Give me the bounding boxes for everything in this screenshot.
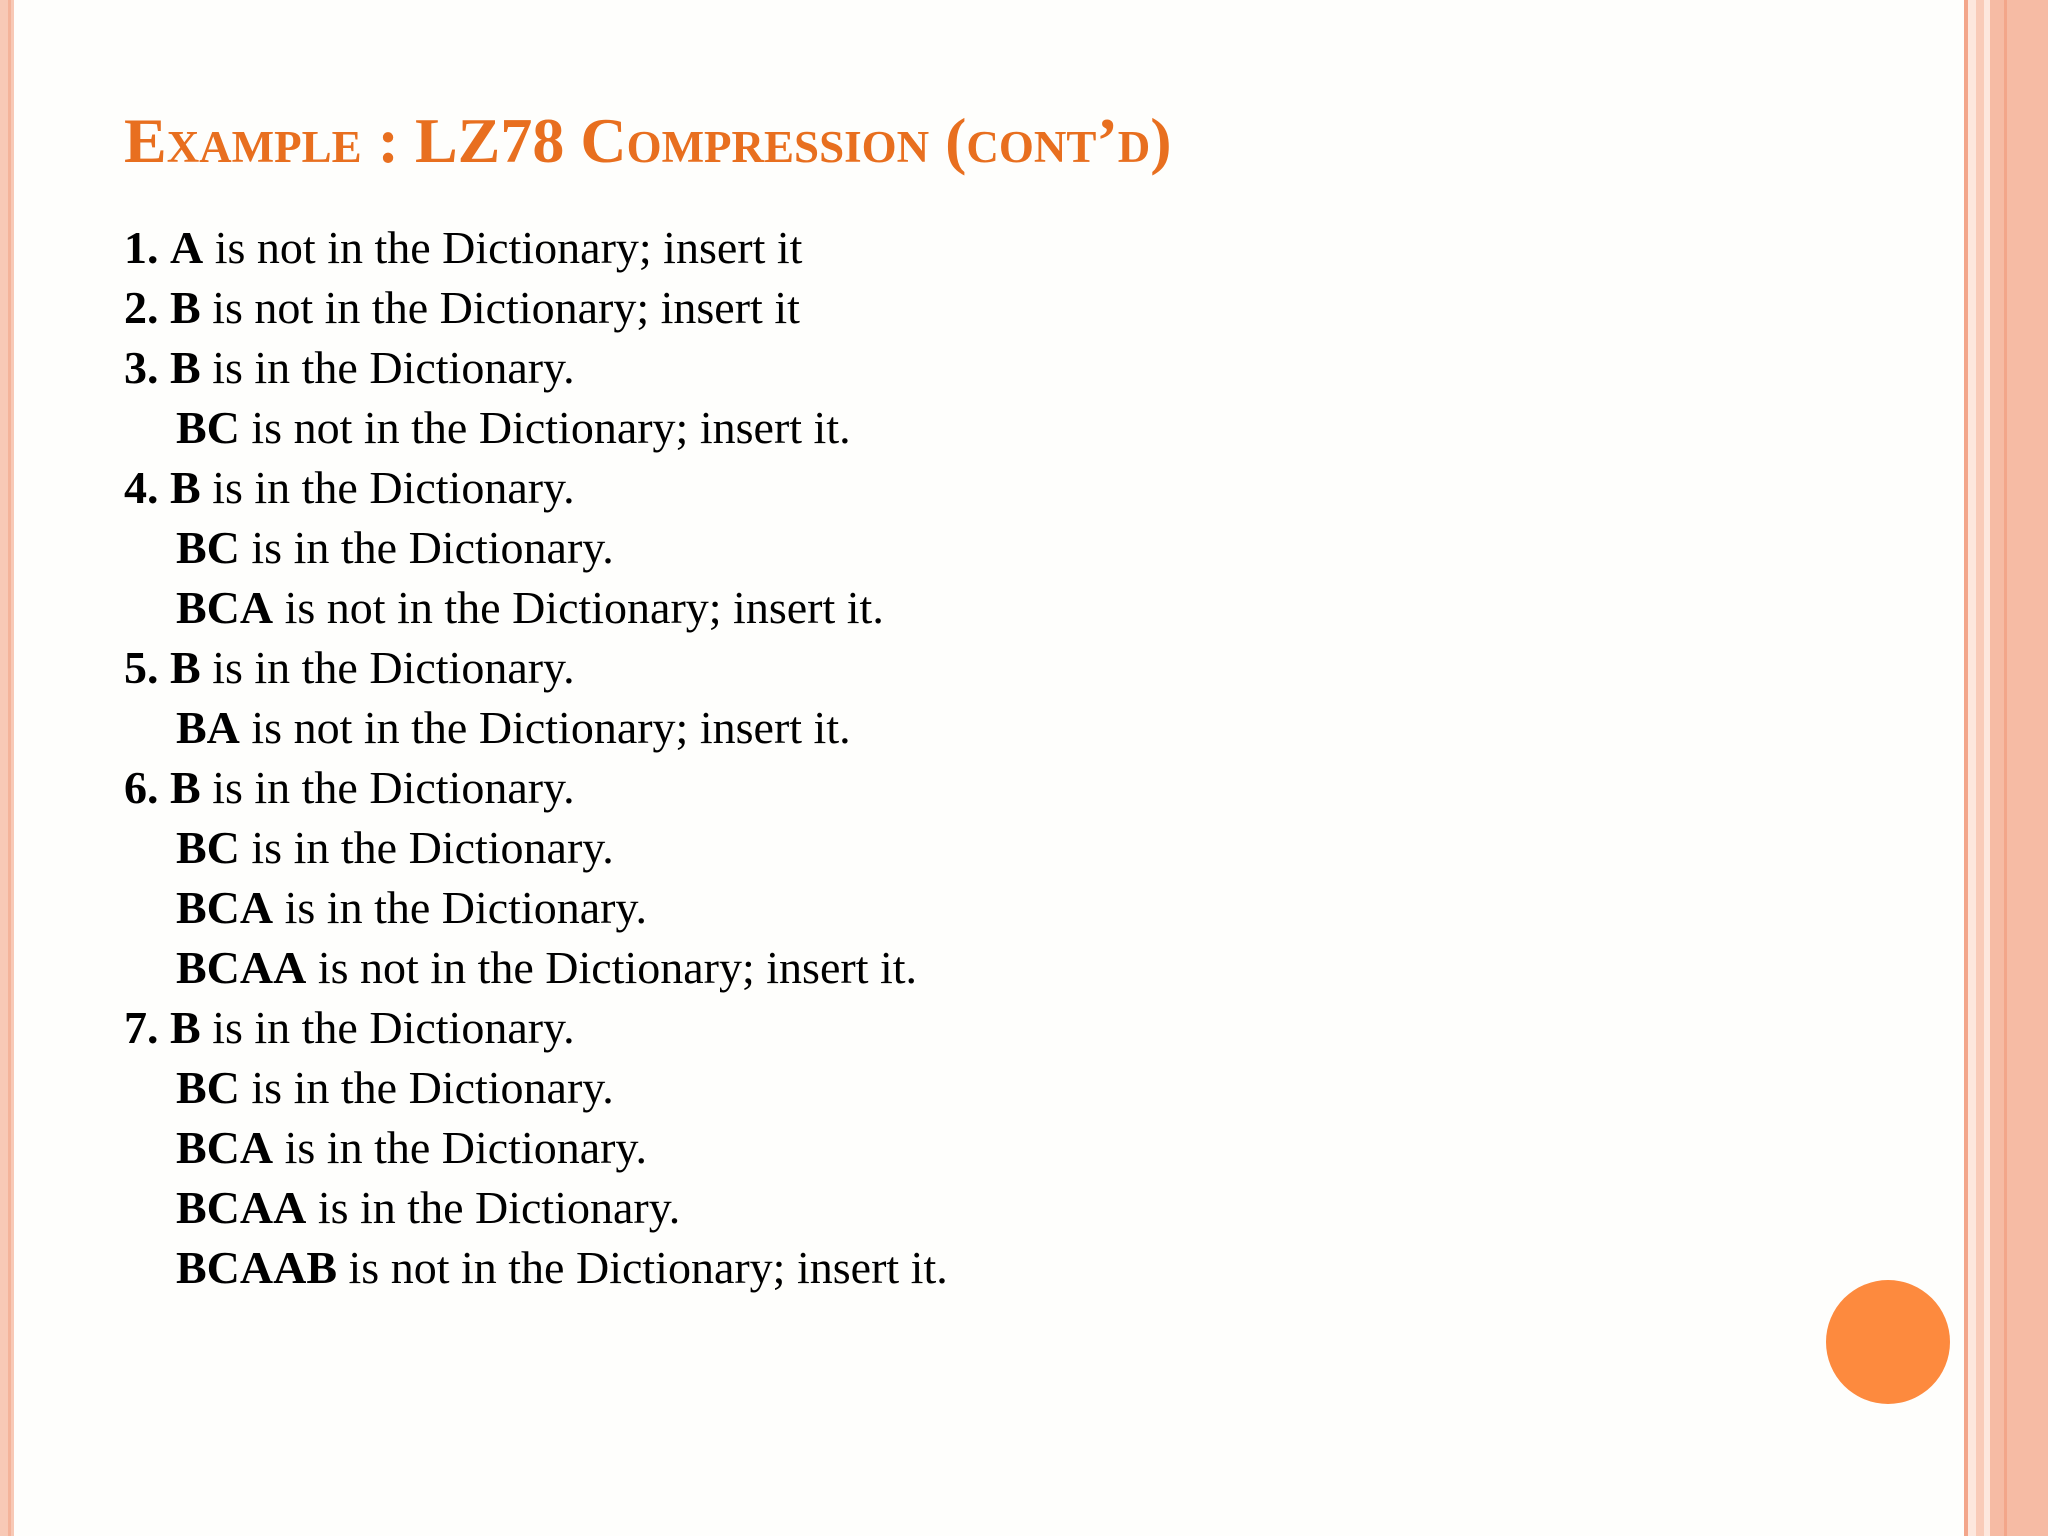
accent-dot	[1826, 1280, 1950, 1404]
step-line	[124, 518, 948, 578]
step-line	[124, 218, 948, 278]
step-description: is in the Dictionary.	[273, 882, 648, 933]
step-number: 5.	[124, 642, 159, 693]
step-line	[124, 998, 948, 1058]
dictionary-token: A	[170, 222, 204, 273]
dictionary-token: BCAA	[176, 1182, 307, 1233]
step-description: is not in the Dictionary; insert it	[200, 282, 800, 333]
step-description: is in the Dictionary.	[200, 342, 575, 393]
step-number: 3.	[124, 342, 159, 393]
step-number: 1.	[124, 222, 159, 273]
step-number: 7.	[124, 1002, 159, 1053]
step-number: 6.	[124, 762, 159, 813]
step-description: is in the Dictionary.	[239, 522, 614, 573]
step-line	[124, 278, 948, 338]
dictionary-token: B	[170, 462, 201, 513]
step-description: is in the Dictionary.	[200, 762, 575, 813]
dictionary-token: BCAA	[176, 942, 307, 993]
dictionary-token: BC	[176, 522, 240, 573]
step-line	[124, 938, 948, 998]
step-description: is in the Dictionary.	[239, 822, 614, 873]
dictionary-token: B	[170, 1002, 201, 1053]
step-description: is not in the Dictionary; insert it	[203, 222, 803, 273]
dictionary-token: BCA	[176, 882, 274, 933]
right-border-decoration	[1960, 0, 2048, 1536]
step-line	[124, 338, 948, 398]
step-description: is not in the Dictionary; insert it.	[239, 702, 851, 753]
step-description: is in the Dictionary.	[200, 462, 575, 513]
step-line	[124, 1238, 948, 1298]
step-line	[124, 878, 948, 938]
step-description: is not in the Dictionary; insert it.	[239, 402, 851, 453]
dictionary-token: BC	[176, 822, 240, 873]
step-description: is in the Dictionary.	[306, 1182, 681, 1233]
step-line	[124, 818, 948, 878]
dictionary-token: BA	[176, 702, 240, 753]
step-line	[124, 458, 948, 518]
step-line	[124, 758, 948, 818]
dictionary-token: B	[170, 762, 201, 813]
dictionary-token: BC	[176, 402, 240, 453]
step-line	[124, 698, 948, 758]
step-description: is not in the Dictionary; insert it.	[273, 582, 884, 633]
dictionary-token: BC	[176, 1062, 240, 1113]
step-line	[124, 1118, 948, 1178]
step-line	[124, 578, 948, 638]
dictionary-token: B	[170, 282, 201, 333]
dictionary-token: B	[170, 342, 201, 393]
slide-title: Example : LZ78 Compression (cont’d)	[124, 105, 1172, 176]
step-description: is in the Dictionary.	[273, 1122, 648, 1173]
step-line	[124, 1058, 948, 1118]
step-line	[124, 1178, 948, 1238]
step-description: is in the Dictionary.	[200, 1002, 575, 1053]
step-line	[124, 638, 948, 698]
step-number: 4.	[124, 462, 159, 513]
dictionary-token: BCA	[176, 582, 274, 633]
left-border-decoration	[0, 0, 14, 1536]
dictionary-token: BCAAB	[176, 1242, 338, 1293]
dictionary-token: BCA	[176, 1122, 274, 1173]
dictionary-token: B	[170, 642, 201, 693]
step-description: is in the Dictionary.	[239, 1062, 614, 1113]
step-description: is in the Dictionary.	[200, 642, 575, 693]
step-number: 2.	[124, 282, 159, 333]
step-line	[124, 398, 948, 458]
step-description: is not in the Dictionary; insert it.	[306, 942, 918, 993]
steps-list	[124, 218, 948, 1298]
step-description: is not in the Dictionary; insert it.	[337, 1242, 948, 1293]
